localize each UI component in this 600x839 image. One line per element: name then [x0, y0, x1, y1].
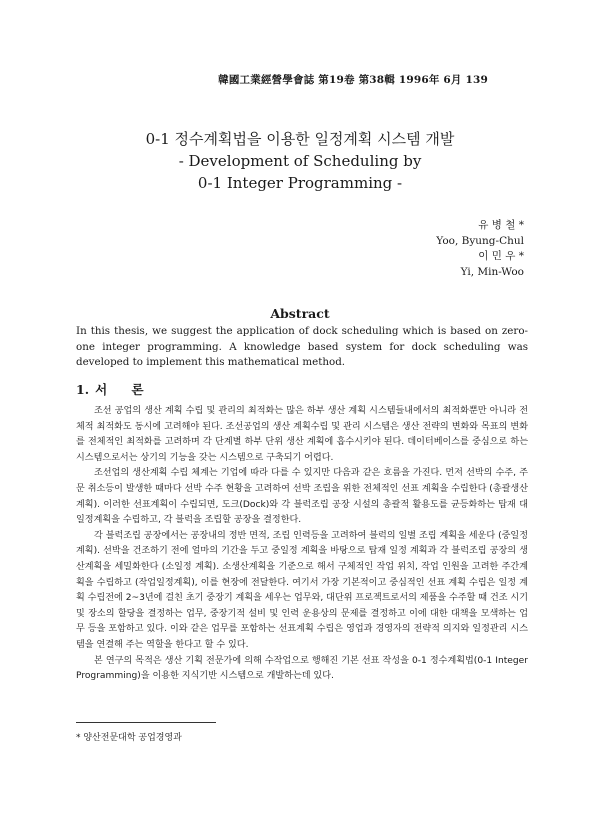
- title-english-line-1: - Development of Scheduling by: [178, 152, 422, 170]
- body-paragraph: 조선 공업의 생산 계획 수립 및 관리의 최적화는 많은 하부 생산 계획 시스템들내에서의 최적화뿐만 아니라 전체적 최적화도 동시에 고려해야 된다. 조선공업의 생산 계획수립 및 관리 시스템은 생산 전략의 변화와 목표의 변화를 전체적인 최적화를 고려하며 각 단계별 하부 단위 생산 계획에 흡수시키야 된다. 데이터베이스를 중심으로 하는 시스템으로서는 상기의 기능을 갖는 시스템으로 구축되기 어렵다.: [76, 406, 528, 463]
- section-body: [76, 404, 528, 685]
- footnote: * 양산전문대학 공업경영과: [76, 733, 182, 743]
- author-2-korean-name: 이 민 우 *: [478, 250, 524, 262]
- title-english-line-2: 0-1 Integer Programming -: [197, 174, 403, 192]
- author-block: [436, 218, 524, 280]
- footnote-divider: [76, 722, 216, 723]
- running-header: 韓國工業經營學會誌 第19卷 第38輯 1996年 6月 139: [218, 74, 488, 86]
- body-paragraph: 조선업의 생산계획 수립 체계는 기업에 따라 다를 수 있지만 다음과 같은 흐름을 가진다. 먼저 선박의 수주, 주문 취소등이 발생한 때마다 선박 수주 현황을 고려하여 선박 조립을 위한 전체적인 선표 계획을 수립한다 (총괄생산계획). 이러한 선표계획이 수립되면, 도크(Dock)와 각 블럭조립 공장 시설의 총괄적 활용도를 균등화하는 탑재 대 일정계획을 수립하고, 각 블럭을 조립할 공장을 결정한다.: [76, 468, 528, 526]
- paper-title: [0, 128, 600, 194]
- abstract-text: In this thesis, we suggest the application of dock scheduling which is based on zero-one integer programming. A knowledge based system for dock scheduling was developed to implement this mathematical method.: [76, 325, 528, 368]
- body-paragraph: 본 연구의 목적은 생산 기획 전문가에 의해 수작업으로 행해진 기본 선표 작성을 0-1 정수계획법(0-1 Integer Programming)을 이용한 지식기반 시스템으로 개발하는데 있다.: [76, 655, 528, 682]
- author-2-english-name: Yi, Min-Woo: [460, 265, 524, 278]
- author-1-korean-name: 유 병 철 *: [478, 219, 524, 231]
- section-number: 1.: [76, 382, 90, 397]
- abstract-heading: Abstract: [270, 306, 330, 321]
- body-paragraph: 각 블럭조립 공장에서는 공장내의 정반 면적, 조립 인력등을 고려하여 블럭의 일별 조립 계획을 세운다 (중일정 계획). 선박을 건조하기 전에 얼마의 기간을 두고 중일정 계획을 바탕으로 탑재 일정 계획과 각 블럭조립 공장의 생산계획을 세밀화한다 (소일정 계획). 소생산계획을 기준으로 해서 구체적인 작업 위치, 작업 인원을 고려한 주간계획을 수립하고 (작업일정계획), 이를 현장에 전달한다. 여기서 가장 기본적이고 중심적인 선표 계획 수립은 일정 계획 수립전에 2~3년에 걸친 초기 중장기 계획을 세우는 업무와, 대단위 프로젝트로서의 제품을 수주할 때 건조 시기 및 장소의 할당을 결정하는 업무, 중장기적 설비 및 인력 운용상의 문제를 결정하고 이에 대한 대책을 모색하는 업무 등을 포함하고 있다. 이와 같은 업무를 포함하는 선표계획 수립은 영업과 경영자의 전략적 의지와 일정관리 시스템을 연결해 주는 역할을 한다고 할 수 있다.: [76, 530, 528, 650]
- section-heading: [76, 380, 154, 398]
- author-1-english-name: Yoo, Byung-Chul: [436, 234, 524, 247]
- section-title: 서 론: [95, 382, 154, 397]
- title-korean: 0-1 정수계획법을 이용한 일정계획 시스템 개발: [145, 130, 455, 148]
